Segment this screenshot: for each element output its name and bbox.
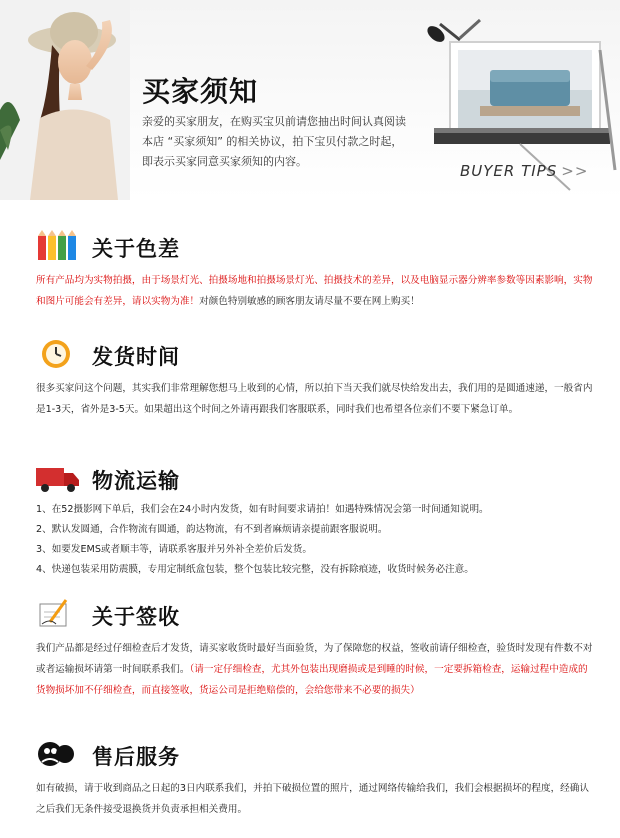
tips-arrows: >> <box>561 162 589 180</box>
banner-intro-line: 即表示买家同意买家须知的内容。 <box>142 155 307 168</box>
section-header <box>36 736 596 776</box>
logistics-list <box>36 500 596 580</box>
color-black-text: 对颜色特别敏感的顾客朋友请尽量不要在网上购买！ <box>199 296 420 307</box>
buyer-tips-text: BUYER TIPS <box>460 162 558 180</box>
model-photo <box>0 0 130 200</box>
color-red-text: 所有产品均为实物拍摄，由于场景灯光、拍摄场地和拍摄场景灯光、拍摄技术的差异，以及电脑显示器分辨率参数等因素影响，实物和图片可能会有差异，请以实物为准！ <box>36 275 593 307</box>
banner-intro-line: 本店 “买家须知” 的相关协议，拍下宝贝付款之时起， <box>142 135 403 148</box>
shipping-paragraph: 很多买家问这个问题，其实我们非常理解您想马上收到的心情，所以拍下当天我们就尽快给发出去，我们用的是圆通速递，一般省内是1-3天，省外是3-5天。如果超出这个时间之外请再跟我们客服联系，同时我们也希望各位亲们不要下紧急订单。 <box>36 383 593 415</box>
banner-title: 买家须知 <box>142 75 259 108</box>
section-header <box>36 596 596 636</box>
section-title: 物流运输 <box>92 469 180 493</box>
section-header <box>36 460 596 500</box>
list-item: 2、默认发圆通，合作物流有圆通，韵达物流，有不到者麻烦请亲提前跟客服说明。 <box>36 524 388 535</box>
section-header <box>36 228 596 268</box>
banner-intro-line: 亲爱的买家朋友，在购买宝贝前请您抽出时间认真阅读 <box>142 115 406 128</box>
banner-intro <box>142 112 432 172</box>
section-title: 关于色差 <box>92 237 180 261</box>
list-item: 4、快递包装采用防震膜，专用定制纸盒包装，整个包装比较完整，没有拆除痕迹，收货时候务必注意。 <box>36 564 474 575</box>
people-icon <box>36 738 80 770</box>
section-logistics <box>36 460 596 580</box>
signing-paragraph <box>36 638 596 701</box>
pencils-icon <box>36 230 80 262</box>
section-shipping-time <box>36 336 596 420</box>
aftersale-paragraph: 如有破损，请于收到商品之日起的3日内联系我们，并拍下破损位置的照片，通过网络传输给我们，我们会根据损坏的程度，经确认之后我们无条件接受退换货并负责承担相关费用。 <box>36 783 589 815</box>
truck-icon <box>36 462 80 494</box>
section-after-sale <box>36 736 596 820</box>
buyer-tips-label <box>460 162 588 180</box>
signature-icon <box>36 598 80 630</box>
color-paragraph <box>36 270 596 312</box>
section-signing <box>36 596 596 701</box>
signing-red-text: （请一定仔细检查，尤其外包装出现磨损或是到睡的时候，一定要拆箱检查，运输过程中造成的货物损坏加不仔细检查，而直接签收，货运公司是拒绝赔偿的，会给您带来不必要的损失） <box>36 664 588 696</box>
clock-icon <box>36 338 80 370</box>
signing-black-text: 我们产品都是经过仔细检查后才发货，请买家收货时最好当面验货，为了保障您的权益，签收前请仔细检查，验货时发现有件数不对或者运输损坏请第一时间联系我们。 <box>36 643 593 675</box>
section-title: 发货时间 <box>92 345 180 369</box>
section-title: 关于签收 <box>92 605 180 629</box>
list-item: 1、在52摄影网下单后，我们会在24小时内发货，如有时间要求请拍！如遇特殊情况会第一时间通知说明。 <box>36 504 489 515</box>
section-header <box>36 336 596 376</box>
list-item: 3、如要发EMS或者顺丰等，请联系客服并另外补全差价后发货。 <box>36 544 312 555</box>
header-banner <box>0 0 620 200</box>
section-color-difference <box>36 228 596 312</box>
section-title: 售后服务 <box>92 745 180 769</box>
